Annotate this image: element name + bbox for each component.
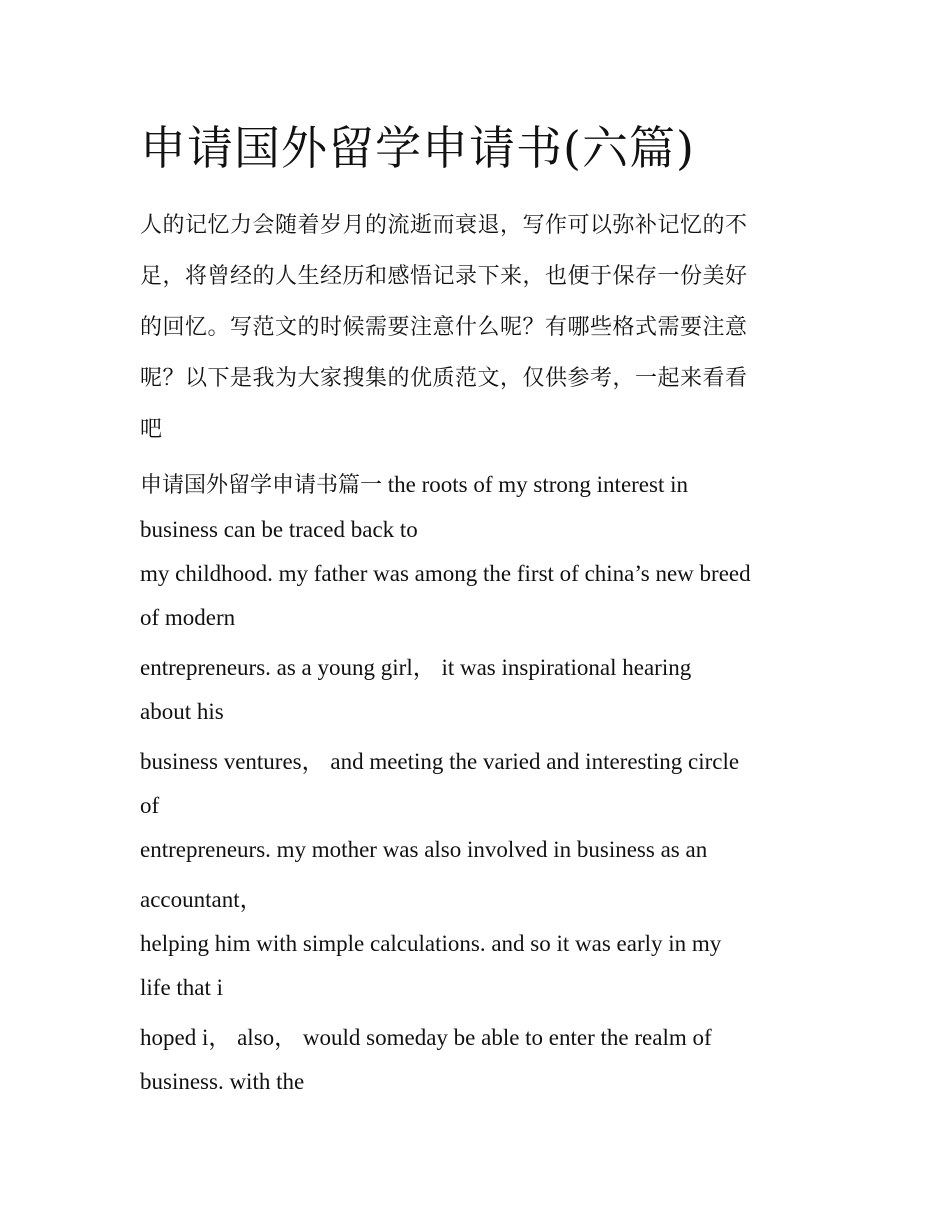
body-line: accountant， <box>140 887 263 912</box>
body-line: hoped i， also， would someday be able to enter the realm of <box>140 1025 712 1050</box>
section-heading: 申请国外留学申请书篇一 <box>140 473 383 498</box>
intro-line: 足，将曾经的人生经历和感悟记录下来，也便于保存一份美好 <box>140 264 748 289</box>
intro-line: 呢？以下是我为大家搜集的优质范文，仅供参考，一起来看看 <box>140 366 748 391</box>
body-line: entrepreneurs. as a young girl， it was inspirational hearing <box>140 655 692 680</box>
body-line: of modern <box>140 605 236 630</box>
body-line: entrepreneurs. my mother was also involved in business as an <box>140 837 708 862</box>
body-line: business can be traced back to <box>140 517 418 542</box>
body-line: business ventures， and meeting the varied and interesting circle <box>140 749 740 774</box>
intro-line: 的回忆。写范文的时候需要注意什么呢？有哪些格式需要注意 <box>140 315 748 340</box>
document-title: 申请国外留学申请书(六篇) <box>140 121 695 175</box>
body-line: business. with the <box>140 1069 305 1094</box>
body-line-with-heading <box>140 463 820 508</box>
document-content <box>140 112 820 1104</box>
body-line: of <box>140 793 160 818</box>
body-text <box>140 463 820 1104</box>
intro-line: 人的记忆力会随着岁月的流逝而衰退，写作可以弥补记忆的不 <box>140 213 748 238</box>
intro-paragraph <box>140 200 820 455</box>
body-line: my childhood. my father was among the first of china’s new breed <box>140 561 751 586</box>
body-line: the roots of my strong interest in <box>382 472 689 497</box>
body-line: life that i <box>140 975 224 1000</box>
body-line: about his <box>140 699 224 724</box>
intro-line: 吧 <box>140 417 163 442</box>
body-line: helping him with simple calculations. and so it was early in my <box>140 931 722 956</box>
